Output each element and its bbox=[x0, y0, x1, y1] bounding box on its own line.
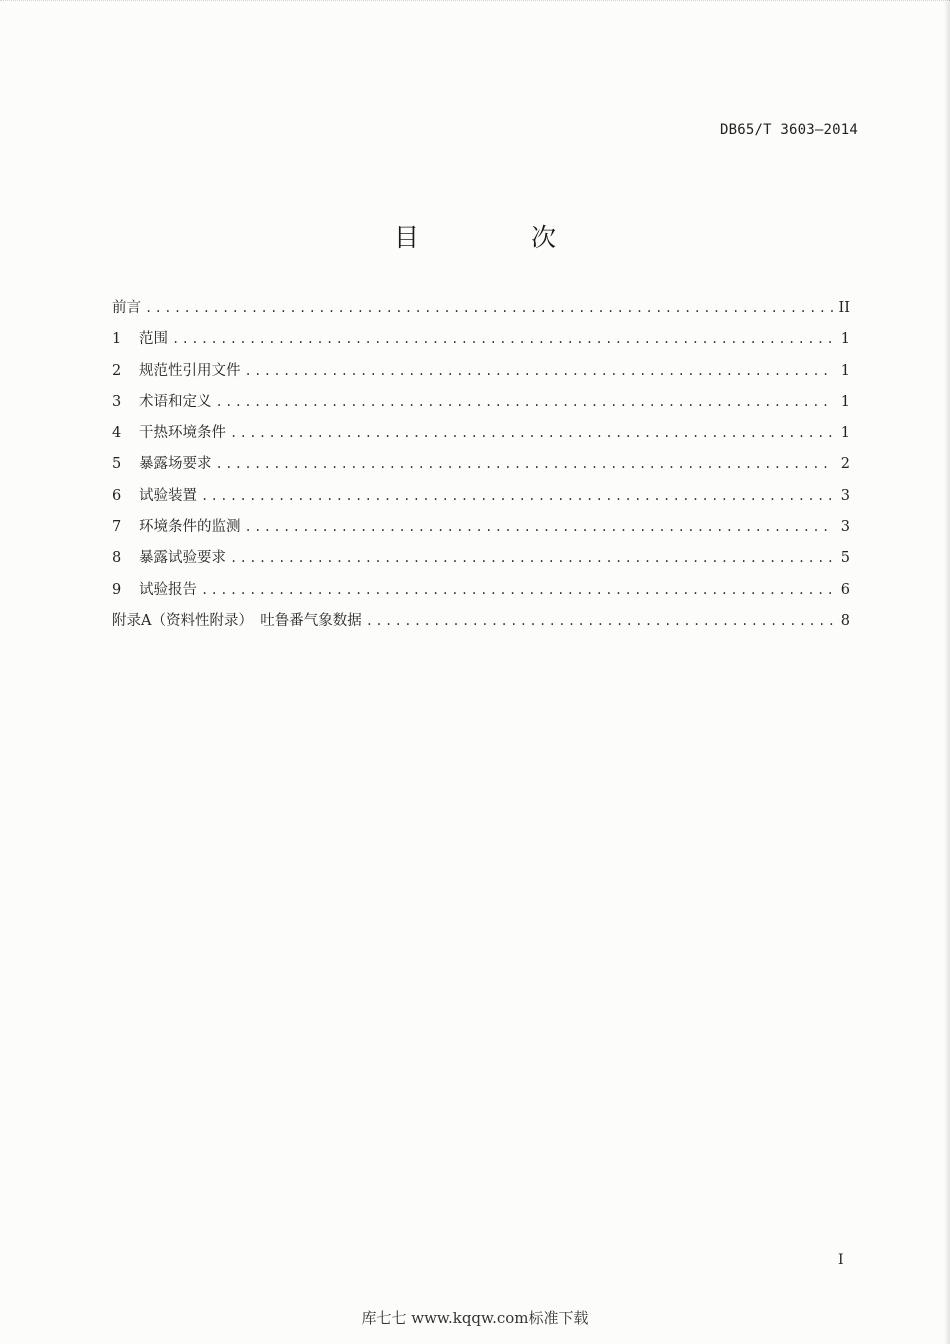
toc-entry-label: 附录A（资料性附录） 吐鲁番气象数据 bbox=[112, 612, 362, 629]
toc-entry[interactable] bbox=[112, 484, 850, 515]
toc-entry[interactable] bbox=[112, 578, 850, 609]
toc-entry-page: 3 bbox=[840, 487, 850, 504]
toc-entry-label: 干热环境条件 bbox=[139, 425, 226, 442]
toc-entry-number: 2 bbox=[112, 362, 122, 379]
toc-dot-leader bbox=[230, 546, 834, 570]
toc-entry-label: 暴露场要求 bbox=[139, 456, 212, 473]
toc-entry-label: 前言 bbox=[112, 300, 141, 316]
toc-entry-page: 1 bbox=[840, 393, 850, 410]
toc-entry[interactable] bbox=[112, 359, 850, 390]
toc-entry-number: 3 bbox=[112, 393, 122, 410]
toc-dot-leader bbox=[230, 421, 834, 445]
toc-entry-number: 4 bbox=[112, 425, 122, 442]
toc-entry[interactable] bbox=[112, 421, 850, 452]
toc-entry-page: 1 bbox=[840, 425, 850, 442]
toc-entry-page: 1 bbox=[840, 362, 850, 379]
toc-entry-page: 3 bbox=[840, 519, 850, 536]
toc-entry-number: 5 bbox=[112, 456, 122, 473]
toc-entry-label: 范围 bbox=[139, 331, 168, 348]
toc-entry[interactable] bbox=[112, 546, 850, 577]
toc-entry[interactable] bbox=[112, 390, 850, 421]
footer-watermark: 库七七 www.kqqw.com标准下载 bbox=[361, 1309, 589, 1327]
toc-dot-leader bbox=[145, 296, 834, 320]
toc-entry-page: II bbox=[838, 300, 850, 316]
toc-dot-leader bbox=[201, 578, 834, 602]
toc-entry[interactable] bbox=[112, 609, 850, 640]
toc-entry-page: 2 bbox=[840, 456, 850, 473]
toc-dot-leader bbox=[216, 390, 835, 414]
toc-entry-page: 5 bbox=[840, 550, 850, 567]
toc-entry-number: 1 bbox=[112, 331, 122, 348]
toc-entry-label: 环境条件的监测 bbox=[139, 519, 241, 536]
toc-dot-leader bbox=[216, 452, 835, 476]
toc-entry-label: 暴露试验要求 bbox=[139, 550, 226, 567]
toc-entry-number: 7 bbox=[112, 519, 122, 536]
table-of-contents bbox=[112, 296, 850, 640]
page-number: I bbox=[838, 1252, 844, 1268]
toc-entry-label: 规范性引用文件 bbox=[139, 362, 241, 379]
toc-entry[interactable] bbox=[112, 515, 850, 546]
toc-dot-leader bbox=[201, 484, 834, 508]
toc-dot-leader bbox=[245, 359, 835, 383]
toc-entry-number: 8 bbox=[112, 550, 122, 567]
toc-dot-leader bbox=[245, 515, 835, 539]
toc-dot-leader bbox=[172, 327, 834, 351]
toc-entry-label: 试验装置 bbox=[139, 487, 197, 504]
toc-entry-label: 试验报告 bbox=[139, 581, 197, 598]
toc-entry-number: 6 bbox=[112, 487, 122, 504]
toc-entry-number: 9 bbox=[112, 581, 122, 598]
toc-entry-page: 8 bbox=[840, 612, 850, 629]
toc-dot-leader bbox=[366, 609, 834, 633]
toc-entry[interactable] bbox=[112, 296, 850, 327]
toc-entry-label: 术语和定义 bbox=[139, 393, 212, 410]
toc-entry[interactable] bbox=[112, 452, 850, 483]
scan-artifact-top bbox=[0, 0, 950, 7]
toc-entry-page: 6 bbox=[840, 581, 850, 598]
toc-entry-page: 1 bbox=[840, 331, 850, 348]
toc-entry[interactable] bbox=[112, 327, 850, 358]
scan-artifact-edge bbox=[944, 0, 950, 1344]
document-code: DB65/T 3603—2014 bbox=[719, 122, 858, 138]
toc-title: 目 次 bbox=[394, 223, 608, 252]
